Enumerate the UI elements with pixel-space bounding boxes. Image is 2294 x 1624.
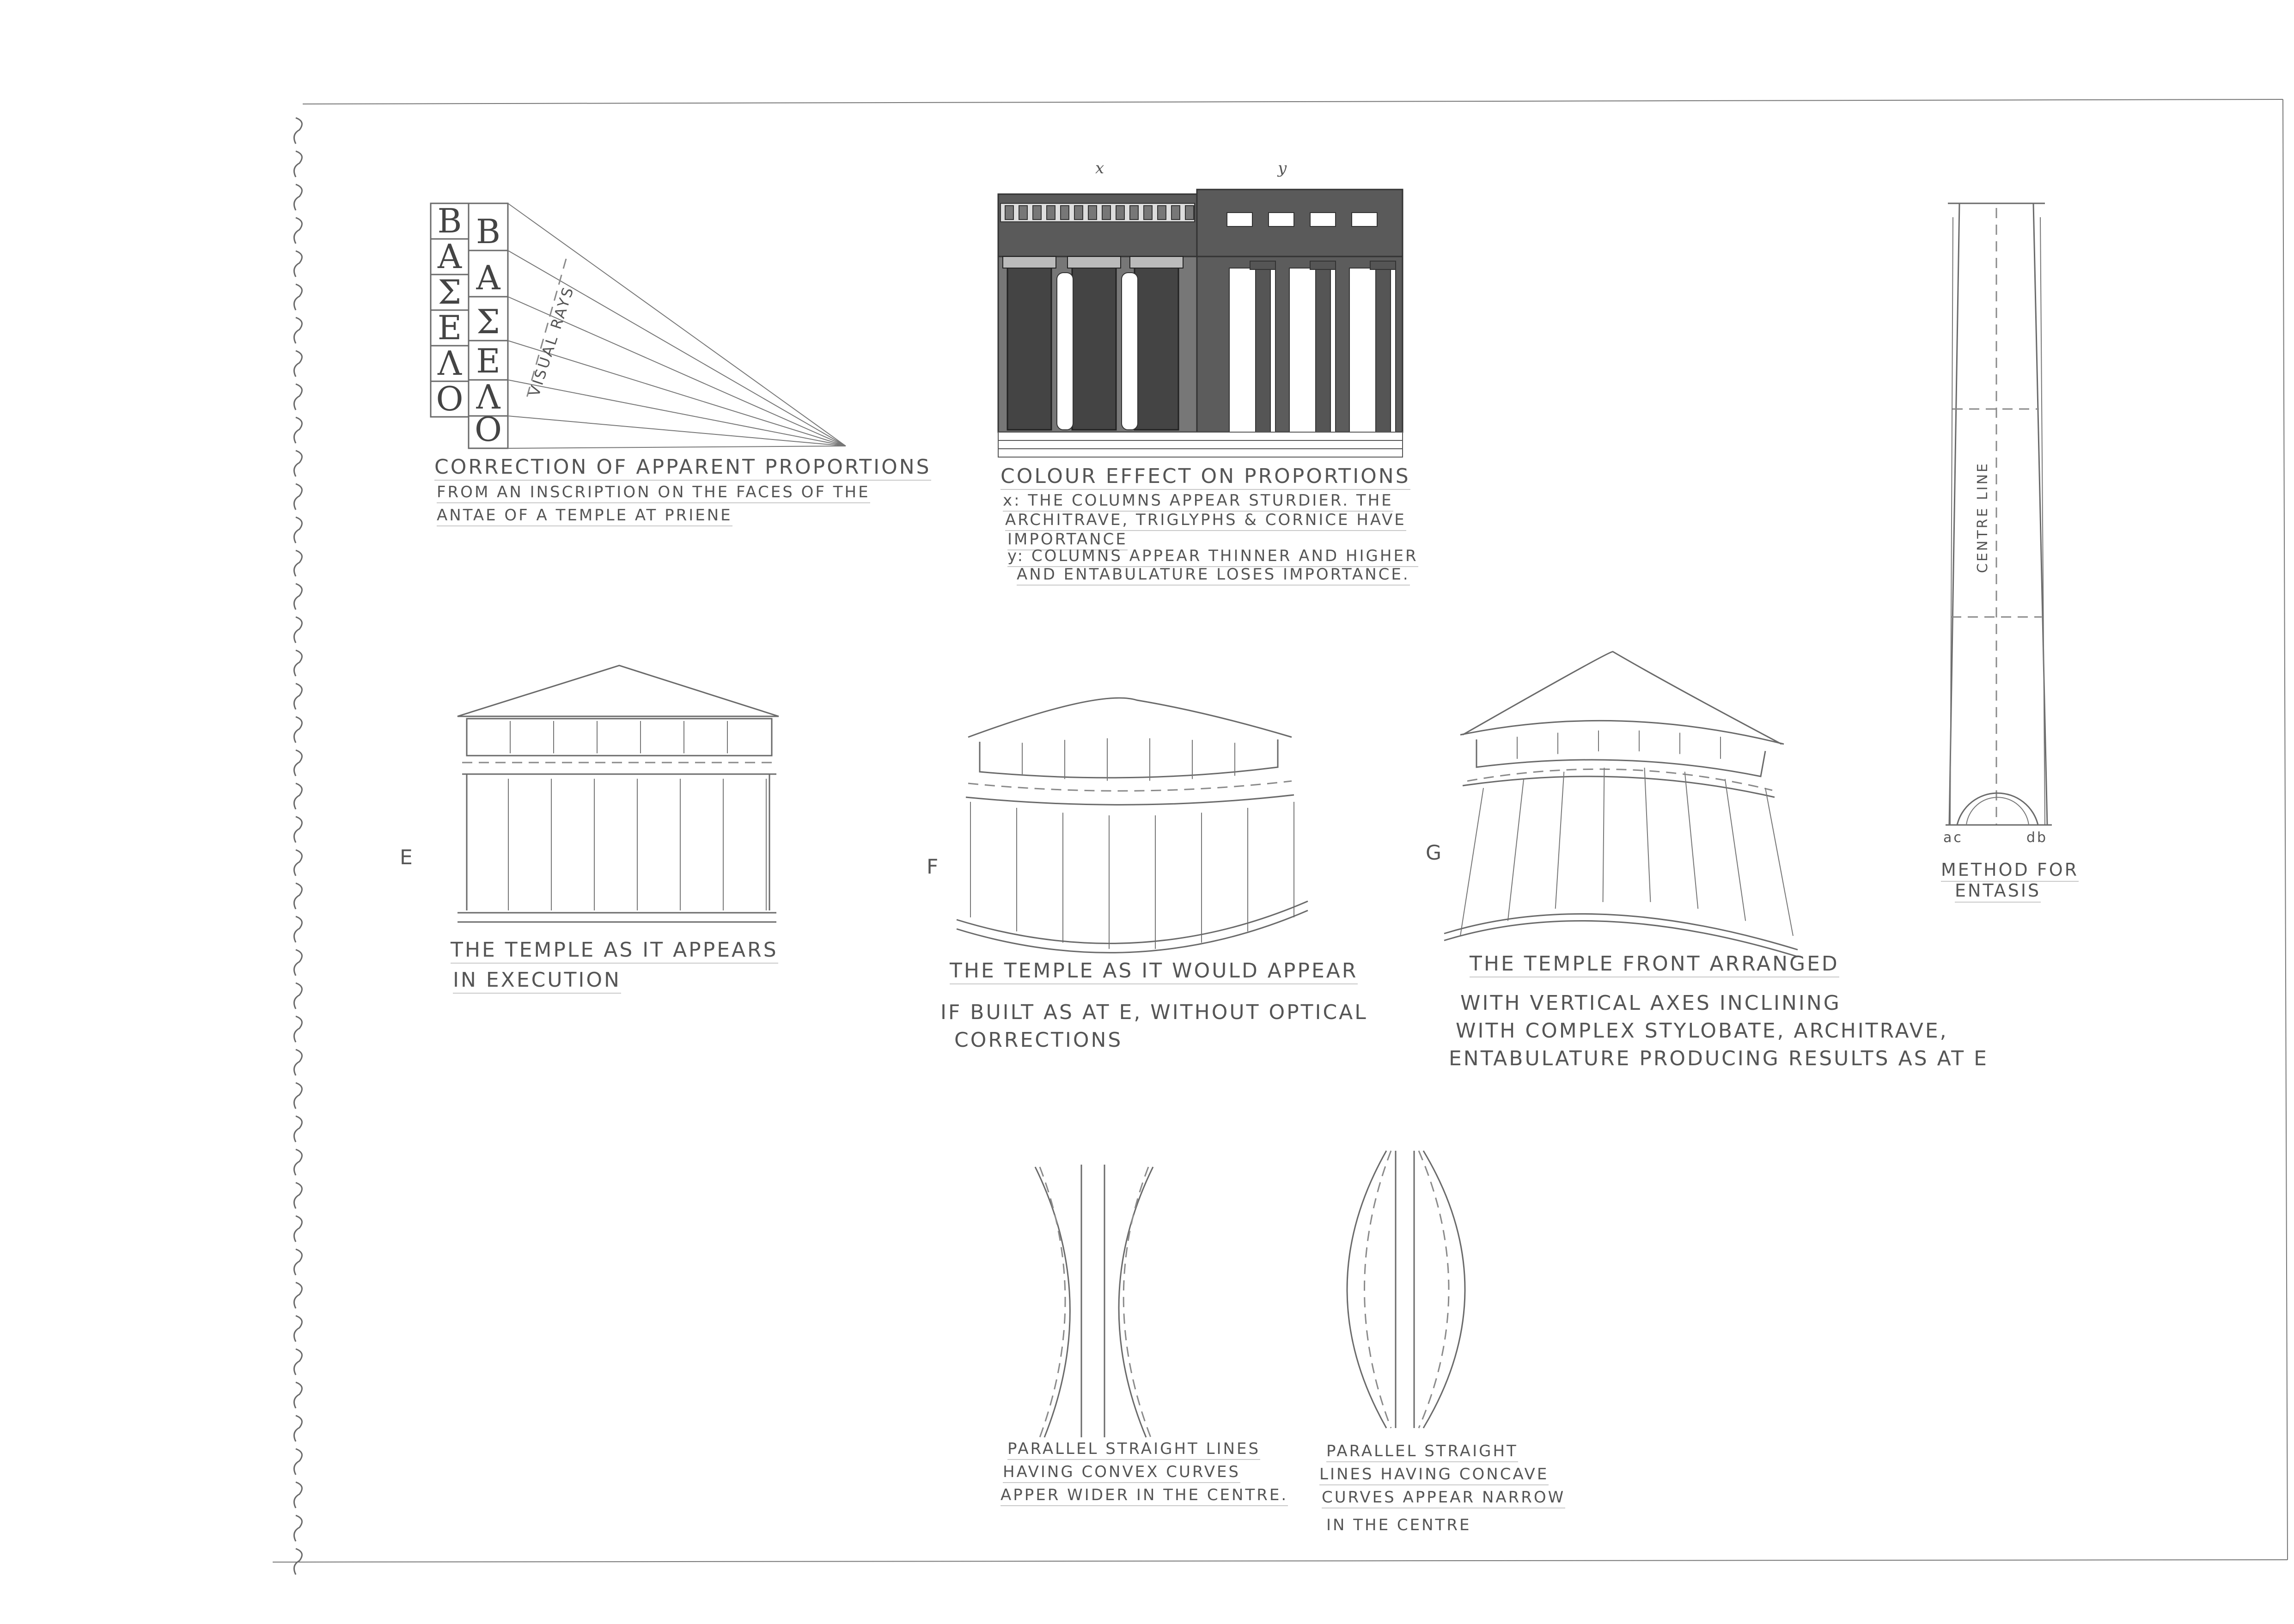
greek-letter-left: Β (437, 201, 462, 240)
spiral-hole (294, 184, 302, 210)
temple-g-line-3: WITH COMPLEX STYLOBATE, ARCHITRAVE, (1456, 1019, 1948, 1043)
entasis-title-2: ENTASIS (1955, 880, 2041, 903)
temple-f-letter: F (927, 855, 940, 879)
spiral-hole (294, 684, 302, 709)
proportions-title: CORRECTION OF APPARENT PROPORTIONS (434, 455, 931, 481)
spiral-hole (294, 950, 302, 976)
concave-curves-diagram (1347, 1151, 1465, 1428)
spiral-hole (294, 1116, 302, 1142)
colour-line-3: IMPORTANCE (1007, 530, 1128, 550)
visual-rays-label: VISUAL RAYS (525, 283, 578, 399)
spiral-hole (294, 1083, 302, 1109)
spiral-hole (294, 118, 302, 144)
proportions-line-2: ANTAE OF A TEMPLE AT PRIENE (437, 506, 732, 526)
temple-e-line-2: IN EXECUTION (453, 968, 621, 994)
concave-line-2: LINES HAVING CONCAVE (1319, 1465, 1549, 1485)
greek-letter-left: Ε (437, 308, 462, 347)
spiral-hole (294, 916, 302, 942)
greek-column-right (469, 203, 508, 449)
temple-g-line-4: ENTABULATURE PRODUCING RESULTS AS AT E (1449, 1047, 1989, 1070)
x-mark: x (1095, 159, 1104, 177)
concave-line-3: CURVES APPEAR NARROW (1322, 1488, 1565, 1508)
proportions-line-1: FROM AN INSCRIPTION ON THE FACES OF THE (437, 483, 870, 503)
colour-line-5: AND ENTABULATURE LOSES IMPORTANCE. (1017, 565, 1410, 586)
temple-e-drawing (458, 665, 779, 922)
spiral-binding (294, 118, 302, 1575)
convex-line-1: PARALLEL STRAIGHT LINES (1007, 1440, 1260, 1460)
spiral-hole (294, 417, 302, 443)
spiral-hole (294, 1449, 302, 1475)
spiral-hole (294, 1149, 302, 1175)
temple-x-half (998, 194, 1197, 432)
temple-e-line-1: THE TEMPLE AS IT APPEARS (451, 938, 778, 964)
spiral-hole (294, 251, 302, 277)
spiral-hole (294, 1282, 302, 1308)
greek-column-left (431, 201, 469, 418)
greek-inscription-diagram (431, 201, 846, 449)
spiral-hole (294, 1016, 302, 1042)
spiral-hole (294, 850, 302, 876)
entasis-column-diagram (1946, 203, 2052, 825)
entasis-left-mark: ac (1943, 830, 1963, 846)
greek-letter-right: Λ (476, 378, 500, 416)
colour-line-1: x: THE COLUMNS APPEAR STURDIER. THE (1003, 491, 1393, 512)
greek-letter-left: Ο (436, 379, 464, 418)
spiral-hole (294, 1382, 302, 1408)
greek-letter-right: Α (476, 258, 500, 297)
spiral-hole (294, 983, 302, 1009)
greek-letter-right: Ε (476, 342, 500, 380)
spiral-hole (294, 717, 302, 743)
spiral-hole (294, 451, 302, 476)
concave-line-1: PARALLEL STRAIGHT (1326, 1442, 1518, 1462)
spiral-hole (294, 1183, 302, 1209)
spiral-hole (294, 384, 302, 410)
spiral-hole (294, 218, 302, 244)
temple-f-line-3: CORRECTIONS (954, 1028, 1123, 1052)
spiral-hole (294, 550, 302, 576)
spiral-hole (294, 817, 302, 843)
spiral-hole (294, 317, 302, 343)
temple-steps (998, 432, 1403, 457)
greek-letter-right: Β (476, 212, 500, 251)
greek-letter-left: Α (438, 237, 462, 276)
greek-letter-right: Σ (476, 302, 500, 341)
greek-letter-left: Λ (438, 344, 462, 383)
spiral-hole (294, 1316, 302, 1342)
temple-f-drawing (957, 698, 1308, 952)
spiral-hole (294, 517, 302, 543)
colour-effect-diagram (998, 159, 1403, 457)
temple-g-line-2: WITH VERTICAL AXES INCLINING (1460, 991, 1841, 1015)
temple-f-line-1: THE TEMPLE AS IT WOULD APPEAR (950, 959, 1358, 984)
temple-g-drawing (1444, 652, 1798, 957)
temple-f-line-2: IF BUILT AS AT E, WITHOUT OPTICAL (940, 1001, 1368, 1024)
temple-e-letter: E (400, 846, 415, 869)
entasis-right-mark: db (2026, 830, 2048, 846)
spiral-hole (294, 783, 302, 809)
entasis-title-1: METHOD FOR (1941, 860, 2079, 882)
spiral-hole (294, 650, 302, 676)
spiral-hole (294, 351, 302, 377)
spiral-hole (294, 1416, 302, 1441)
greek-letter-left: Σ (438, 273, 462, 311)
spiral-hole (294, 750, 302, 776)
temple-g-letter: G (1426, 841, 1444, 865)
convex-line-3: APPER WIDER IN THE CENTRE. (1001, 1486, 1288, 1506)
spiral-hole (294, 1249, 302, 1275)
centre-line-label: CENTRE LINE (1975, 462, 1991, 573)
spiral-hole (294, 1216, 302, 1242)
spiral-hole (294, 1349, 302, 1375)
convex-curves-diagram (1035, 1165, 1153, 1437)
spiral-hole (294, 484, 302, 510)
concave-line-4: IN THE CENTRE (1326, 1516, 1471, 1534)
greek-letter-right: Ο (474, 410, 502, 449)
spiral-hole (294, 1050, 302, 1075)
y-mark: y (1278, 159, 1287, 177)
temple-g-line-1: THE TEMPLE FRONT ARRANGED (1470, 952, 1839, 977)
temple-y-half (1197, 189, 1403, 432)
spiral-hole (294, 883, 302, 909)
spiral-hole (294, 584, 302, 610)
spiral-hole (294, 617, 302, 643)
spiral-hole (294, 151, 302, 177)
spiral-hole (294, 284, 302, 310)
convex-line-2: HAVING CONVEX CURVES (1003, 1463, 1240, 1483)
spiral-hole (294, 1515, 302, 1541)
colour-line-2: ARCHITRAVE, TRIGLYPHS & CORNICE HAVE (1005, 511, 1406, 531)
colour-line-4: y: COLUMNS APPEAR THINNER AND HIGHER (1007, 547, 1418, 567)
colour-title: COLOUR EFFECT ON PROPORTIONS (1001, 464, 1410, 490)
spiral-hole (294, 1482, 302, 1508)
